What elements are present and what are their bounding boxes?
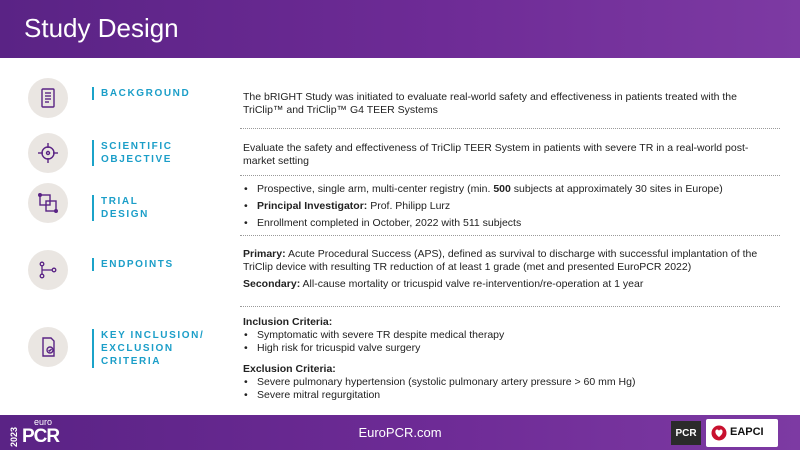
label-line: EXCLUSION [101,343,174,354]
section-label [92,258,174,271]
divider [240,306,780,307]
label-line: KEY INCLUSION/ [101,330,205,341]
secondary-label: Secondary: [243,278,301,290]
slide-title: Study Design [24,13,179,43]
exclusion-list [243,376,763,402]
section-label [92,140,173,166]
label-line: SCIENTIFIC [101,141,173,152]
list-item: • Symptomatic with severe TR despite medical therapy [243,329,763,342]
list-item: • Severe mitral regurgitation [243,389,763,402]
primary-text: Acute Procedural Success (APS), defined as survival to discharge with successful implantation of the TriClip device with resulting TR reduction of at least 1 grade (met and presented EuroPCR 2022) [243,248,758,273]
label-line: TRIAL [101,196,139,207]
header-bar [0,0,800,58]
primary-endpoint [243,248,763,274]
label-line: BACKGROUND [101,88,191,99]
list-item [243,183,763,196]
logo-year: 2023 [9,426,19,447]
section-label [92,195,149,221]
divider [240,128,780,129]
label-line: DESIGN [101,209,149,220]
section-content [243,142,763,168]
section-content [243,248,763,291]
primary-label: Primary: [243,248,286,260]
document-icon [28,78,68,118]
label-line: CRITERIA [101,356,162,367]
exclusion-title-text: Exclusion Criteria: [243,363,336,375]
bullet-text: Prof. Philipp Lurz [367,200,451,212]
divider [240,175,780,176]
list-item [243,200,763,213]
section-label [92,87,190,100]
secondary-endpoint [243,278,763,291]
logo-euro: euro [34,417,53,427]
list-item: • Severe pulmonary hypertension (systolic pulmonary artery pressure > 60 mm Hg) [243,376,763,389]
inclusion-title [243,316,763,329]
logo-pcr: PCR [22,426,60,447]
secondary-text: All-cause mortality or tricuspid valve re-intervention/re-operation at 1 year [300,278,644,290]
exclusion-title [243,363,763,376]
inclusion-title-text: Inclusion Criteria: [243,316,333,328]
divider [240,235,780,236]
background-text: The bRIGHT Study was initiated to evaluate real-world safety and effectiveness in patients treated with the TriClip™ and TriClip™ G4 TEER Systems [243,91,737,116]
trial-design-list [243,183,763,230]
label-line: OBJECTIVE [101,154,173,165]
checklist-icon [28,327,68,367]
section-content [243,91,763,117]
inclusion-list [243,329,763,355]
section-content [243,183,763,230]
flow-icon [28,250,68,290]
list-item [243,217,763,230]
eapci-text: EAPCI [730,426,764,438]
label-line: ENDPOINTS [101,259,174,270]
bullet-text: subjects at approximately 30 sites in Europe) [510,183,723,195]
list-item: • High risk for tricuspid valve surgery [243,342,763,355]
objective-text: Evaluate the safety and effectiveness of TriClip TEER System in patients with severe TR in a real-world post-market setting [243,142,749,167]
bullet-bold: 500 [493,183,511,195]
pcr-logo: PCR [671,421,701,445]
eapci-logo [706,419,778,447]
section-label [92,329,204,368]
footer-url[interactable]: EuroPCR.com [358,425,442,440]
bullet-bold: Principal Investigator: [257,200,368,212]
target-icon [28,133,68,173]
network-icon [28,183,68,223]
bullet-text: Prospective, single arm, multi-center registry (min. [257,183,494,195]
bullet-text: Enrollment completed in October, 2022 with 511 subjects [257,217,522,229]
heart-icon [711,425,727,441]
section-content [243,316,763,402]
